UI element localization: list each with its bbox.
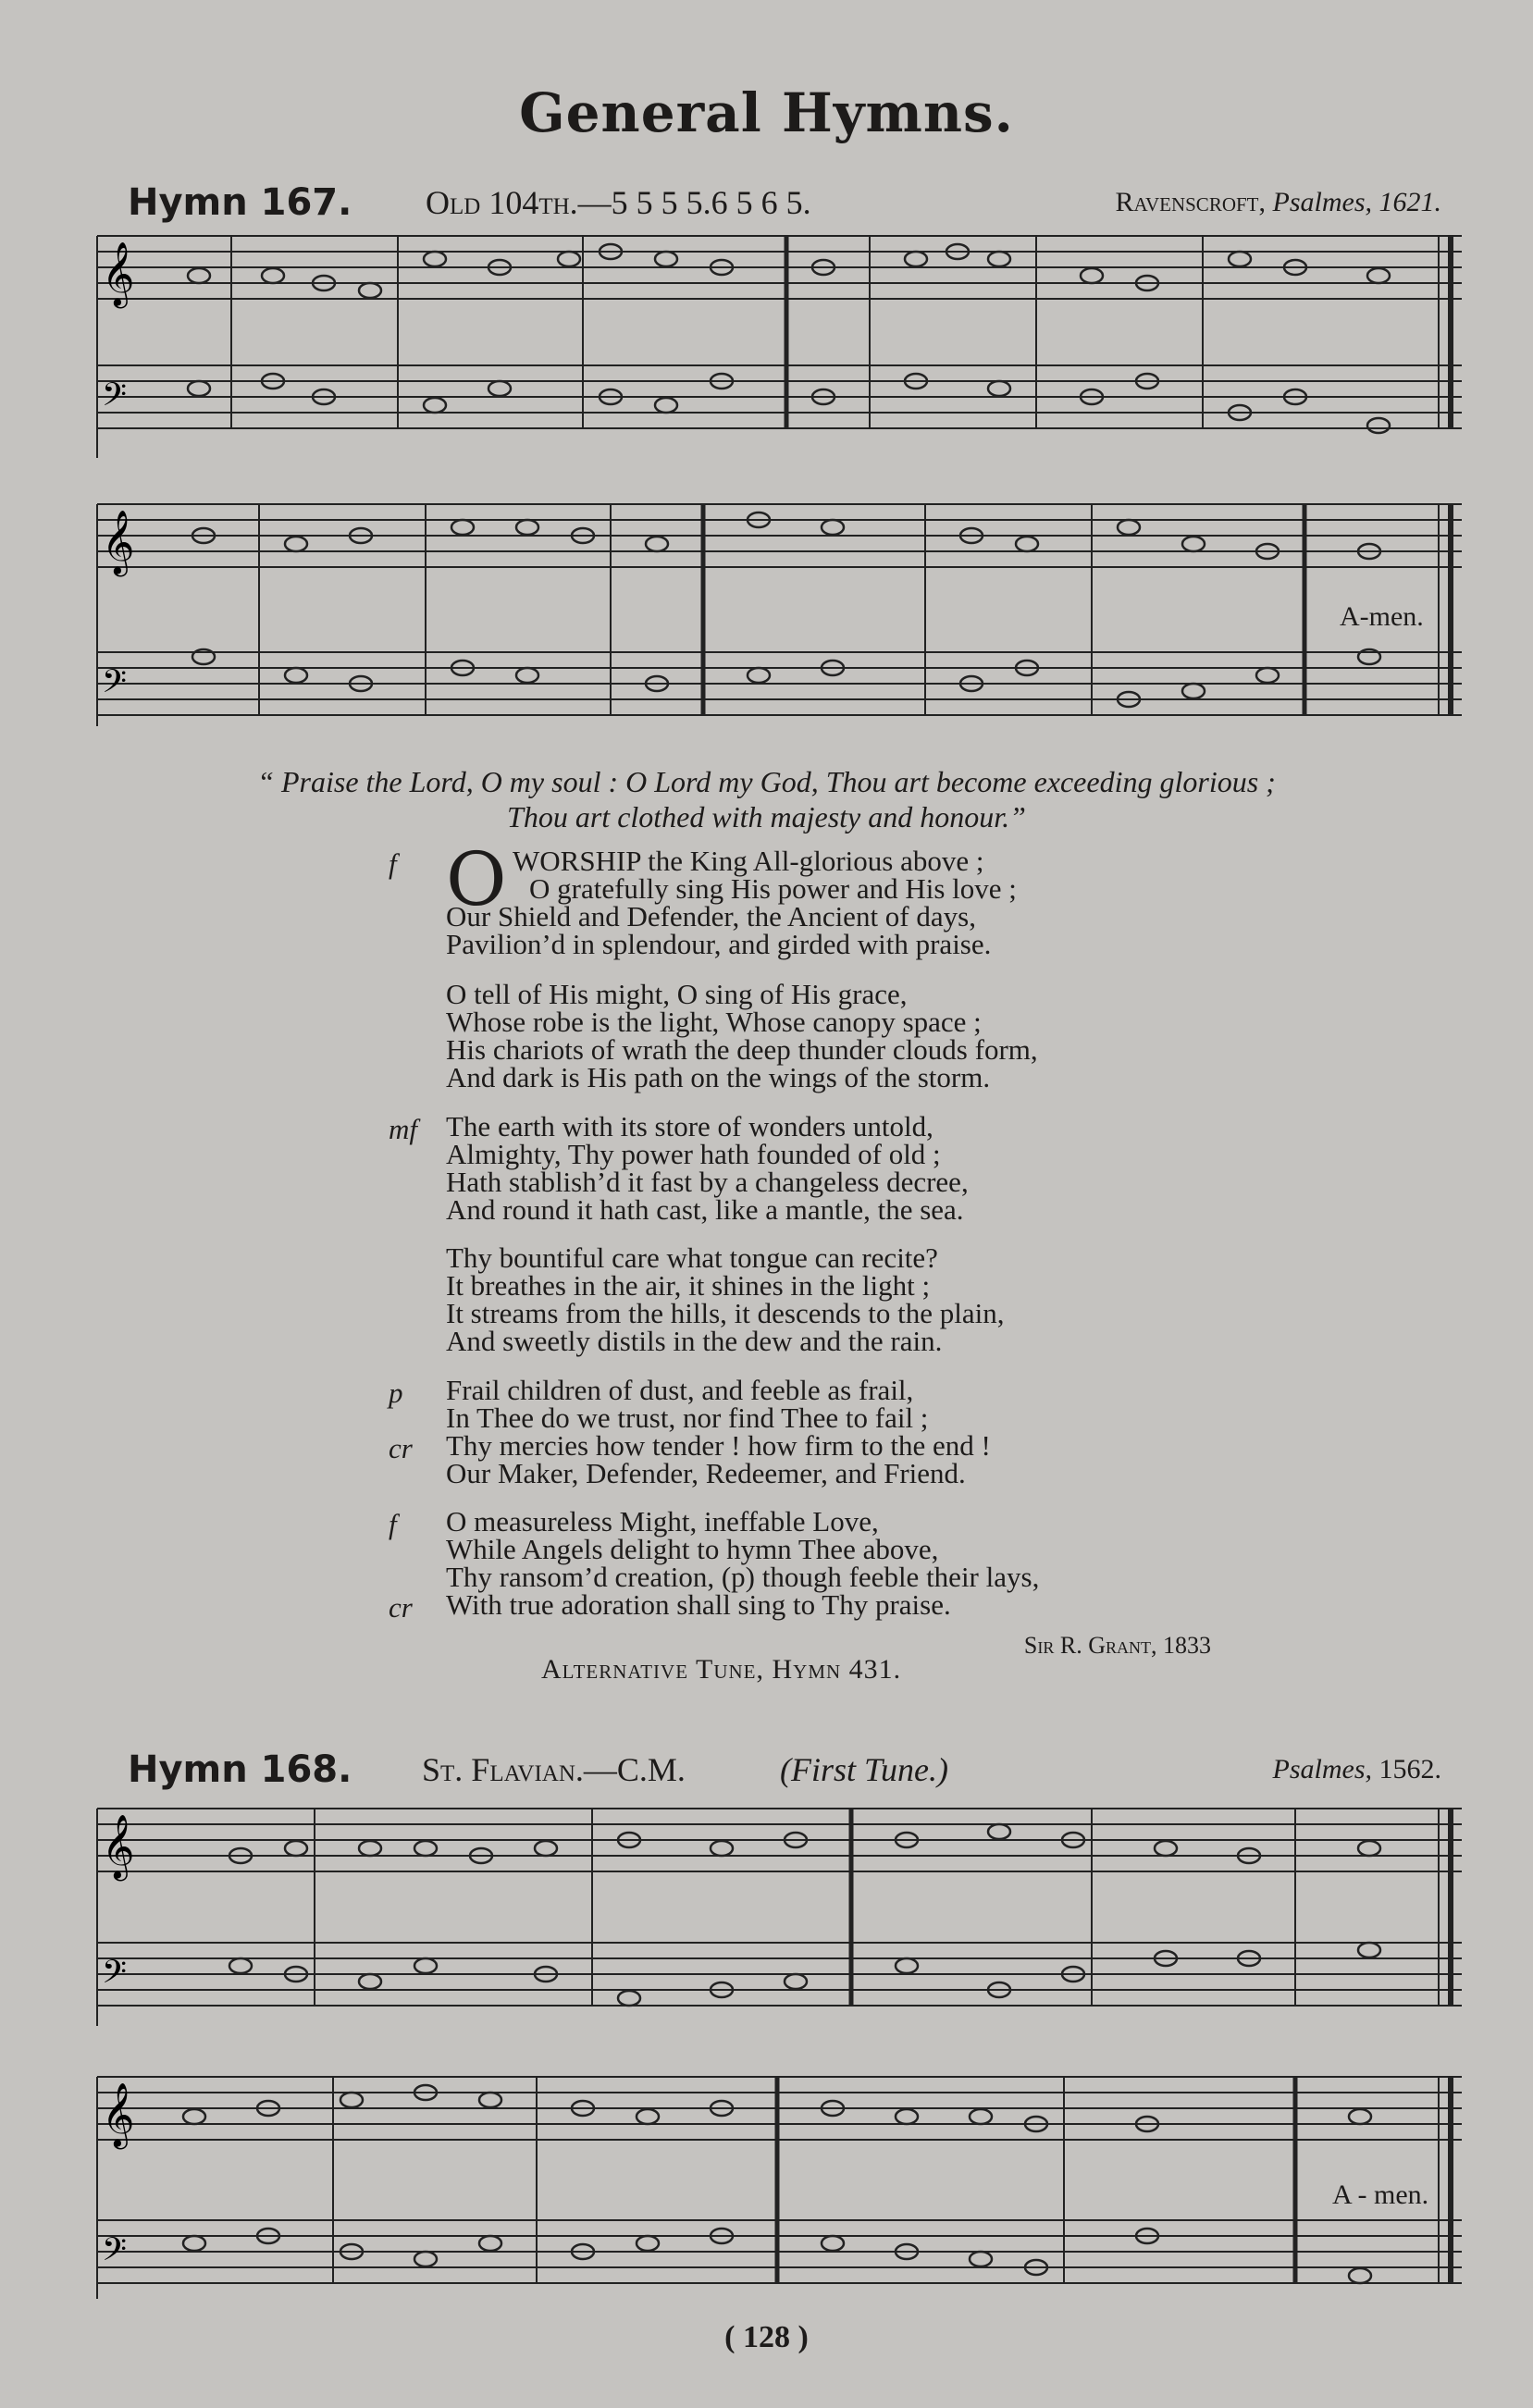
tune-name: Old 104th.—5 5 5 5.6 5 6 5.	[426, 184, 811, 221]
stanza-2: O tell of His might, O sing of His grace, Whose robe is the light, Whose canopy space ; His chariots of wrath the deep thunder clouds form, And dark is His path on the wings of the storm.	[446, 978, 1038, 1093]
dynamic-mark: mf	[389, 1113, 417, 1145]
hymn-author: Sir R. Grant, 1833	[1023, 1632, 1211, 1659]
hymn-168-heading	[128, 1748, 1441, 1804]
hymn-number: Hymn 167.	[128, 181, 352, 224]
epigraph: “ Praise the Lord, O my soul : O Lord my God, Thou art become exceeding glorious ; Thou art clothed with majesty and honour.”	[257, 765, 1276, 834]
dynamic-mark: f	[389, 1508, 397, 1540]
tune-name: St. Flavian.—C.M.	[422, 1751, 686, 1788]
svg-text:𝄢: 𝄢	[102, 376, 128, 421]
dynamic-mark: p	[389, 1377, 403, 1409]
dynamic-mark: cr	[389, 1432, 413, 1464]
stanza-1-head: WORSHIP the King All-glorious above ; O gratefully sing His power and His love ;	[513, 845, 1017, 905]
svg-text:𝄞: 𝄞	[102, 1814, 135, 1879]
stanza-5: Frail children of dust, and feeble as frail, In Thee do we trust, nor find Thee to fail ; Thy mercies how tender ! how firm to the end ! Our Maker, Defender, Redeemer, and Friend.	[446, 1374, 991, 1489]
amen-label: A - men.	[1332, 2180, 1429, 2210]
music-system-167-1	[93, 231, 1471, 463]
tune-note: (First Tune.)	[780, 1751, 949, 1788]
composer: Psalmes, 1562.	[1272, 1754, 1441, 1784]
hymn-167-heading	[128, 181, 1441, 237]
dynamic-mark: f	[389, 847, 397, 880]
svg-text:𝄢: 𝄢	[102, 1953, 128, 1998]
music-system-168-2	[93, 2072, 1471, 2313]
page-number: ( 128 )	[724, 2320, 809, 2354]
page-title: General Hymns.	[519, 81, 1014, 144]
amen-label: A-men.	[1340, 601, 1424, 632]
svg-text:𝄢: 𝄢	[102, 2230, 128, 2276]
svg-text:𝄢: 𝄢	[102, 662, 128, 708]
stanza-3: The earth with its store of wonders untold, Almighty, Thy power hath founded of old ; Hath stablish’d it fast by a changeless decree, And round it hath cast, like a mantle, the sea.	[446, 1110, 969, 1226]
svg-text:𝄞: 𝄞	[102, 241, 135, 306]
music-system-168-1	[93, 1804, 1471, 2035]
svg-text:𝄞: 𝄞	[102, 510, 135, 574]
composer: Ravenscroft, Psalmes, 1621.	[1115, 187, 1441, 217]
stanza-1-tail: Our Shield and Defender, the Ancient of days, Pavilion’d in splendour, and girded with praise.	[446, 900, 992, 960]
music-system-167-2	[93, 500, 1471, 740]
hymn-number: Hymn 168.	[128, 1748, 352, 1791]
dynamic-mark: cr	[389, 1591, 413, 1624]
stanza-4: Thy bountiful care what tongue can recite? It breathes in the air, it shines in the light ; It streams from the hills, it descends to the plain, And sweetly distils in the dew and the rain.	[446, 1241, 1005, 1357]
drop-cap: O	[446, 836, 507, 922]
stanza-6: O measureless Might, ineffable Love, While Angels delight to hymn Thee above, Thy ransom’d creation, (p) though feeble their lays, With true adoration shall sing to Thy praise.	[446, 1505, 1040, 1621]
svg-text:𝄞: 𝄞	[102, 2082, 135, 2147]
alternative-tune: Alternative Tune, Hymn 431.	[541, 1654, 902, 1685]
